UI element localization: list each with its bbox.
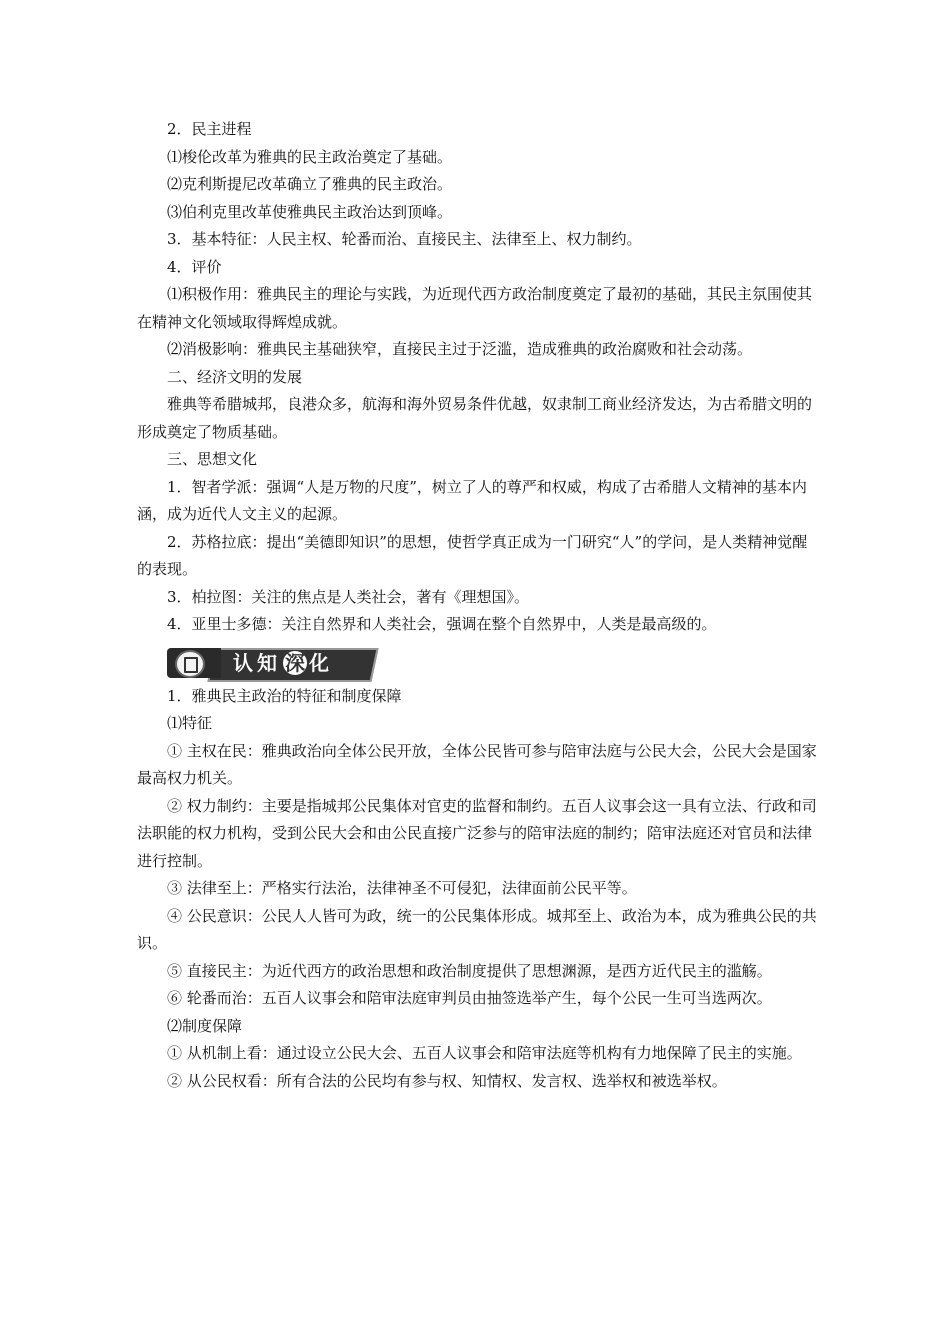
document-page	[137, 116, 817, 1095]
list-item: ② 从公民权看：所有合法的公民均有参与权、知情权、发言权、选举权和被选举权。	[167, 1071, 727, 1090]
list-item: ① 从机制上看：通过设立公民大会、五百人议事会和陪审法庭等机构有力地保障了民主的实施。	[167, 1044, 802, 1062]
list-item: ④ 公民意识：公民人人皆可为政，统一的公民集体形成。城邦至上、政治为本，成为雅典公民的共识。	[137, 906, 817, 952]
notepad-icon	[175, 650, 205, 678]
list-item: ② 权力制约：主要是指城邦公民集体对官吏的监督和制约。五百人议事会这一具有立法、行政和司法职能的权力机构，受到公民大会和由公民直接广泛参与的陪审法庭的制约；陪审法庭还对官员和法律进行控制。	[137, 796, 817, 870]
paragraph: 4．亚里士多德：关注自然界和人类社会，强调在整个自然界中，人类是最高级的。	[167, 615, 717, 633]
paragraph: ⑵消极影响：雅典民主基础狭窄，直接民主过于泛滥，造成雅典的政治腐败和社会动荡。	[167, 340, 753, 358]
section-heading: 二、经济文明的发展	[167, 367, 303, 386]
list-item: ⑥ 轮番而治：五百人议事会和陪审法庭审判员由抽签选举产生，每个公民一生可当选两次。	[167, 989, 772, 1007]
paragraph: 1．智者学派：强调“人是万物的尺度”，树立了人的尊严和权威，构成了古希腊人文精神的基本内涵，成为近代人文主义的起源。	[137, 477, 807, 523]
paragraph: 雅典等希腊城邦，良港众多，航海和海外贸易条件优越，奴隶制工商业经济发达，为古希腊文明的形成奠定了物质基础。	[137, 395, 813, 441]
subheading: ⑵制度保障	[167, 1016, 243, 1035]
paragraph: ⑴梭伦改革为雅典的民主政治奠定了基础。	[167, 147, 453, 166]
paragraph: 4．评价	[167, 257, 222, 276]
section-banner	[167, 645, 387, 681]
list-item: ③ 法律至上：严格实行法治，法律神圣不可侵犯，法律面前公民平等。	[167, 879, 637, 897]
subheading: ⑴特征	[167, 714, 213, 732]
paragraph: ⑴积极作用：雅典民主的理论与实践，为近现代西方政治制度奠定了最初的基础，其民主氛围使其在精神文化领域取得辉煌成就。	[137, 285, 813, 331]
section-heading: 三、思想文化	[167, 450, 258, 468]
paragraph: 2．民主进程	[167, 120, 252, 138]
list-item: ⑤ 直接民主：为近代西方的政治思想和政治制度提供了思想渊源，是西方近代民主的滥觞。	[167, 961, 772, 980]
banner-title: 认知 深 化	[233, 650, 333, 675]
paragraph: 3．柏拉图：关注的焦点是人类社会，著有《理想国》。	[167, 587, 530, 606]
paragraph: 3．基本特征：人民主权、轮番而治、直接民主、法律至上、权力制约。	[167, 230, 642, 248]
paragraph: ⑶伯利克里改革使雅典民主政治达到顶峰。	[167, 202, 453, 221]
list-item: ① 主权在民：雅典政治向全体公民开放，全体公民皆可参与陪审法庭与公民大会，公民大会是国家最高权力机关。	[137, 741, 817, 787]
section-heading: 1．雅典民主政治的特征和制度保障	[167, 686, 402, 705]
paragraph: ⑵克利斯提尼改革确立了雅典的民主政治。	[167, 175, 453, 193]
paragraph: 2．苏格拉底：提出“美德即知识”的思想，使哲学真正成为一门研究“人”的学问，是人类精神觉醒的表现。	[137, 532, 808, 578]
